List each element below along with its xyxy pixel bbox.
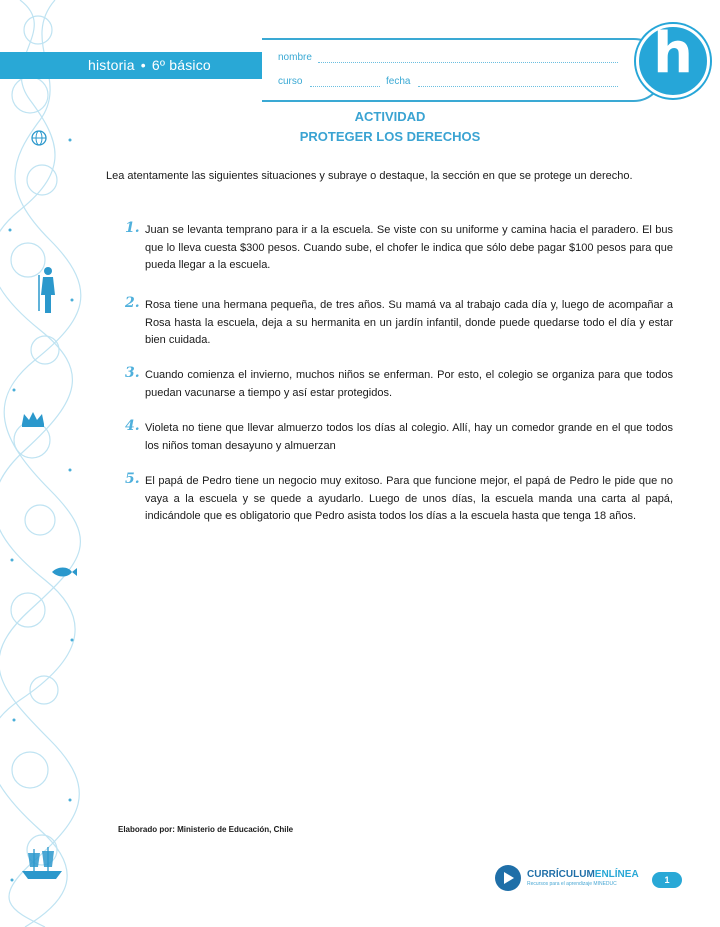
course-field[interactable] [310, 86, 380, 87]
item-number: 2. [125, 295, 140, 311]
header-subject-grade [88, 57, 211, 73]
activity-subtitle: PROTEGER LOS DERECHOS [299, 129, 481, 144]
historia-logo [636, 21, 710, 98]
list-item [125, 473, 673, 526]
play-icon [495, 865, 521, 891]
item-number: 4. [125, 418, 140, 434]
header-separator: • [140, 57, 146, 73]
name-label: nombre [278, 52, 312, 63]
item-number: 1. [125, 220, 140, 236]
date-field[interactable] [418, 86, 618, 87]
logo-name-part2: ENLÍNEA [594, 869, 639, 880]
student-info-box [262, 38, 664, 102]
list-item [125, 367, 673, 402]
logo-tagline: Recursos para el aprendizaje MINEDUC [527, 881, 617, 887]
logo-name-part1: CURRÍCULUM [527, 869, 595, 880]
person-icon [36, 265, 60, 315]
course-label: curso [278, 76, 303, 87]
activity-title: ACTIVIDAD [354, 109, 426, 124]
page-number: 1 [652, 872, 682, 888]
date-label: fecha [386, 76, 411, 87]
item-number: 5. [125, 471, 140, 487]
crown-icon [20, 410, 46, 428]
ship-icon [18, 845, 66, 881]
list-item [125, 420, 673, 455]
item-text: Cuando comienza el invierno, muchos niños se enferman. Por esto, el colegio se organiza para que todos puedan vacunarse a tiempo y así estar protegidos. [145, 369, 673, 399]
author-credit: Elaborado por: Ministerio de Educación, Chile [118, 825, 294, 834]
item-text: El papá de Pedro tiene un negocio muy exitoso. Para que funcione mejor, el papá de Pedro le pide que no vaya a la escuela y se quede a ayudarlo. Luego de unos días, la escuela manda una carta al papá, indicándole que es obligatorio que Pedro asista todos los días a la escuela hasta que tenga 18 años. [145, 475, 673, 522]
subject-label: historia [88, 57, 135, 73]
item-text: Juan se levanta temprano para ir a la escuela. Se viste con su uniforme y camina hacia el paradero. El bus que lo lleva cuesta $300 pesos. Cuando sube, el chofer le indica que sólo debe pagar $100 pesos para que pueda llegar a la escuela. [145, 224, 673, 271]
name-field[interactable] [318, 62, 618, 63]
logo-letter: h [653, 21, 693, 86]
item-text: Violeta no tiene que llevar almuerzo todos los días al colegio. Allí, hay un comedor grande en el que todos los niños toman desayuno y almuerzan [145, 422, 673, 452]
item-number: 3. [125, 365, 140, 381]
fish-icon [50, 566, 78, 578]
grade-label: 6º básico [151, 57, 211, 73]
list-item [125, 222, 673, 275]
logo-name [527, 869, 639, 880]
item-text: Rosa tiene una hermana pequeña, de tres años. Su mamá va al trabajo cada día y, luego de acompañar a Rosa hasta la escuela, deja a su hermanita en un jardín infantil, donde puede quedarse todo el día y estar bien cuidada. [145, 299, 673, 346]
list-item [125, 297, 673, 350]
instructions-text: Lea atentamente las siguientes situaciones y subraye o destaque, la sección en que se protege un derecho. [106, 170, 633, 182]
